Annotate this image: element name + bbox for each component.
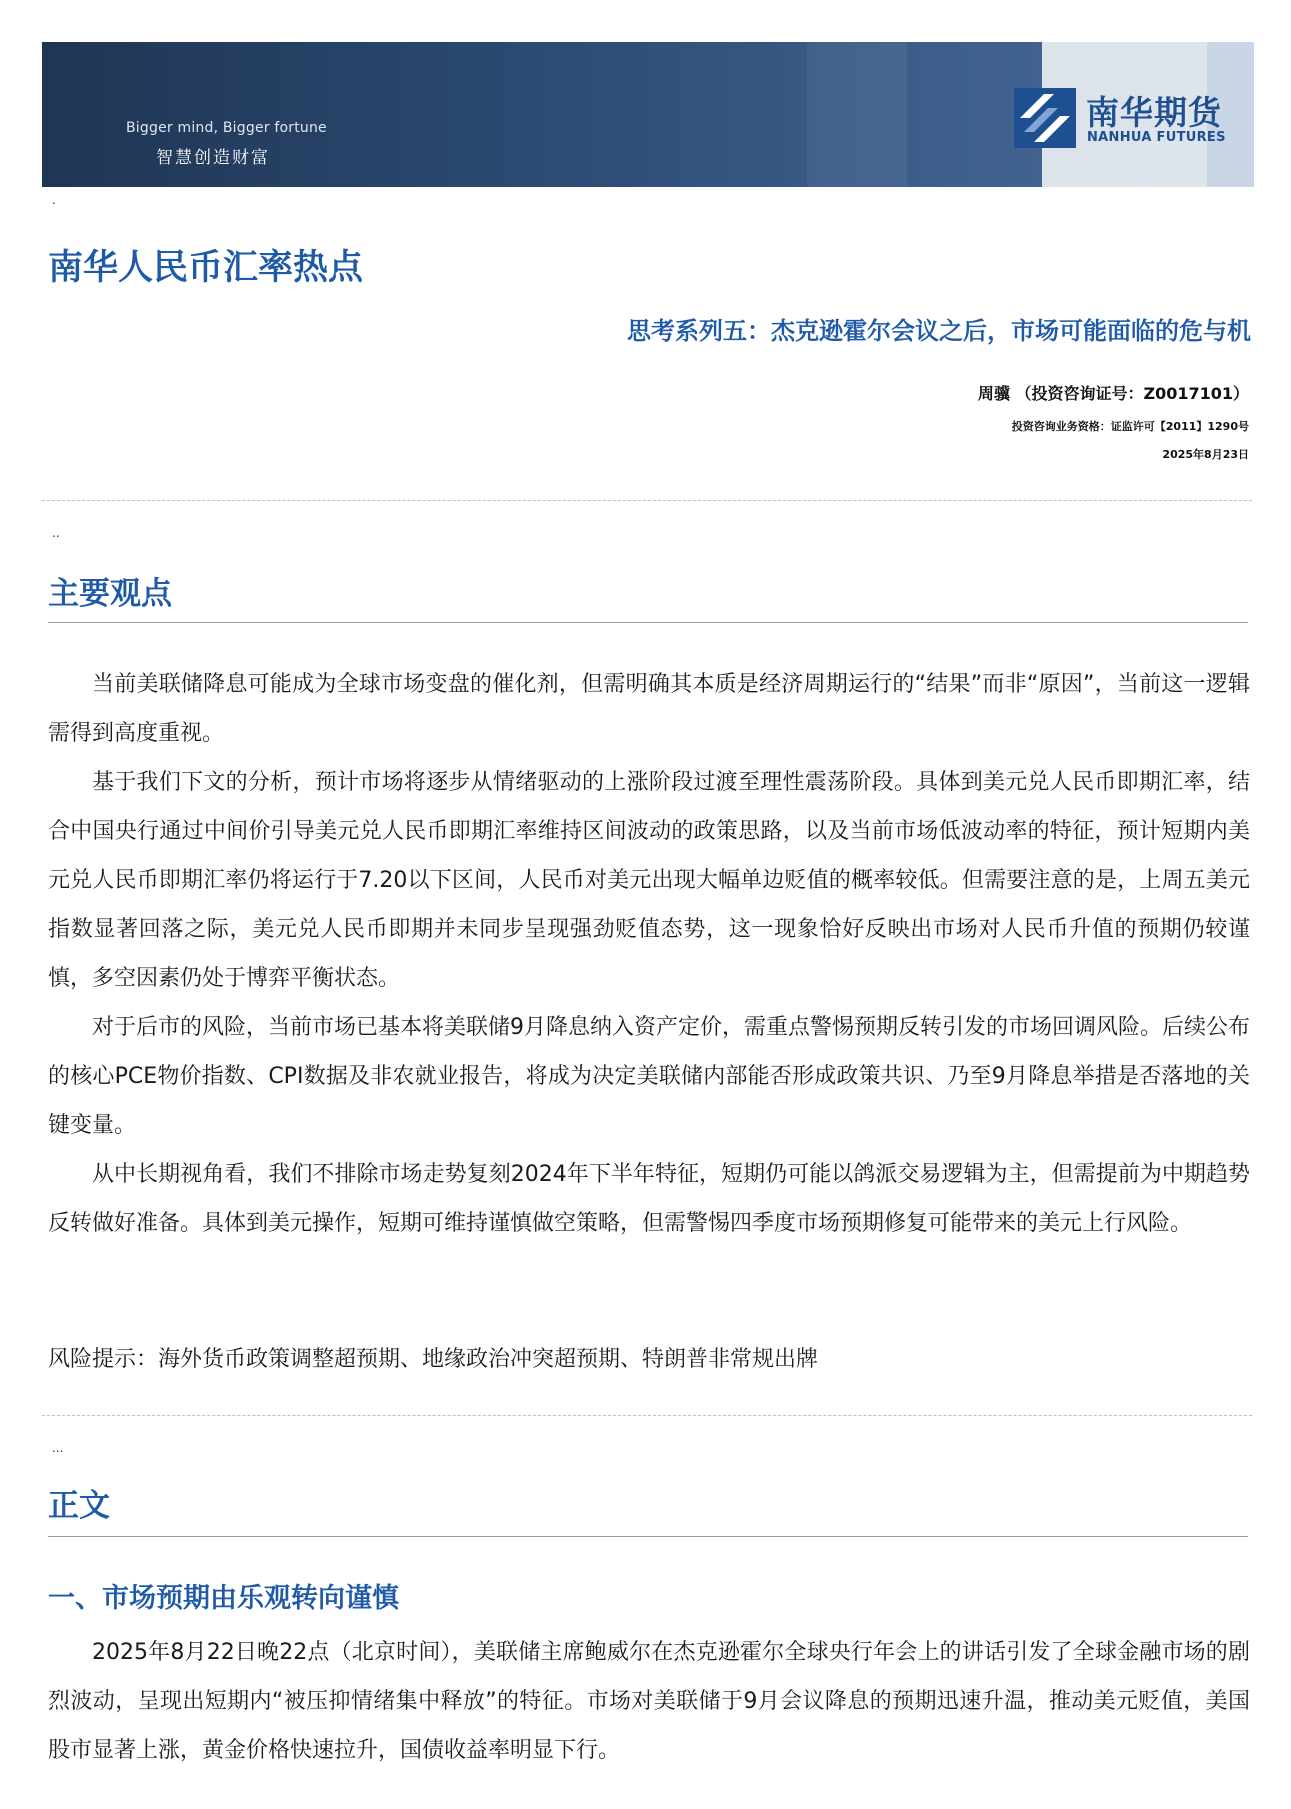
slogan-cn: 智慧创造财富: [156, 148, 270, 168]
heading-rule: [48, 1536, 1248, 1537]
section1-body: [48, 1628, 1250, 1775]
logo-name-cn: 南华期货: [1086, 93, 1222, 132]
key-point-paragraph: 从中长期视角看，我们不排除市场走势复刻2024年下半年特征，短期仍可能以鸽派交易逻辑为主，但需提前为中期趋势反转做好准备。具体到美元操作，短期可维持谨慎做空策略，但需警惕四季度市场预期修复可能带来的美元上行风险。: [48, 1162, 1250, 1236]
separator-marker: ...: [52, 1441, 64, 1455]
qualification-info: 投资咨询业务资格：证监许可【2011】1290号: [1011, 420, 1249, 433]
section1-title: 一、市场预期由乐观转向谨慎: [48, 1583, 399, 1614]
nanhua-logo-icon: [1014, 88, 1076, 148]
body-paragraph: 2025年8月22日晚22点（北京时间），美联储主席鲍威尔在杰克逊霍尔全球央行年会上的讲话引发了全球金融市场的剧烈波动，呈现出短期内“被压抑情绪集中释放”的特征。市场对美联储于9月会议降息的预期迅速升温，推动美元贬值，美国股市显著上涨，黄金价格快速拉升，国债收益率明显下行。: [48, 1640, 1250, 1763]
separator-marker: ..: [52, 526, 60, 540]
heading-rule: [48, 622, 1248, 623]
section-divider: [42, 500, 1252, 501]
report-date: 2025年8月23日: [1162, 448, 1249, 461]
risk-note: 风险提示：海外货币政策调整超预期、地缘政治冲突超预期、特朗普非常规出牌: [48, 1347, 819, 1372]
author-info: 周骥 （投资咨询证号：Z0017101）: [977, 384, 1249, 403]
key-points-body: [48, 660, 1250, 1248]
report-subtitle: 思考系列五：杰克逊霍尔会议之后，市场可能面临的危与机: [627, 317, 1251, 345]
key-points-heading: 主要观点: [48, 576, 172, 612]
report-title: 南华人民币汇率热点: [48, 248, 364, 288]
key-point-paragraph: 当前美联储降息可能成为全球市场变盘的催化剂，但需明确其本质是经济周期运行的“结果”而非“原因”，当前这一逻辑需得到高度重视。: [48, 672, 1250, 746]
header-banner: [42, 42, 1254, 187]
slogan-en: Bigger mind, Bigger fortune: [126, 120, 327, 136]
main-text-heading: 正文: [48, 1488, 110, 1524]
banner-stripe: [807, 42, 907, 187]
key-point-paragraph: 基于我们下文的分析，预计市场将逐步从情绪驱动的上涨阶段过渡至理性震荡阶段。具体到美元兑人民币即期汇率，结合中国央行通过中间价引导美元兑人民币即期汇率维持区间波动的政策思路，以及当前市场低波动率的特征，预计短期内美元兑人民币即期汇率仍将运行于7.20以下区间，人民币对美元出现大幅单边贬值的概率较低。但需要注意的是，上周五美元指数显著回落之际，美元兑人民币即期并未同步呈现强劲贬值态势，这一现象恰好反映出市场对人民币升值的预期仍较谨慎，多空因素仍处于博弈平衡状态。: [48, 770, 1250, 991]
key-point-paragraph: 对于后市的风险，当前市场已基本将美联储9月降息纳入资产定价，需重点警惕预期反转引发的市场回调风险。后续公布的核心PCE物价指数、CPI数据及非农就业报告，将成为决定美联储内部能否形成政策共识、乃至9月降息举措是否落地的关键变量。: [48, 1015, 1251, 1138]
section-divider: [42, 1415, 1252, 1416]
logo-name-en: NANHUA FUTURES: [1087, 130, 1226, 145]
separator-marker: .: [52, 193, 56, 207]
